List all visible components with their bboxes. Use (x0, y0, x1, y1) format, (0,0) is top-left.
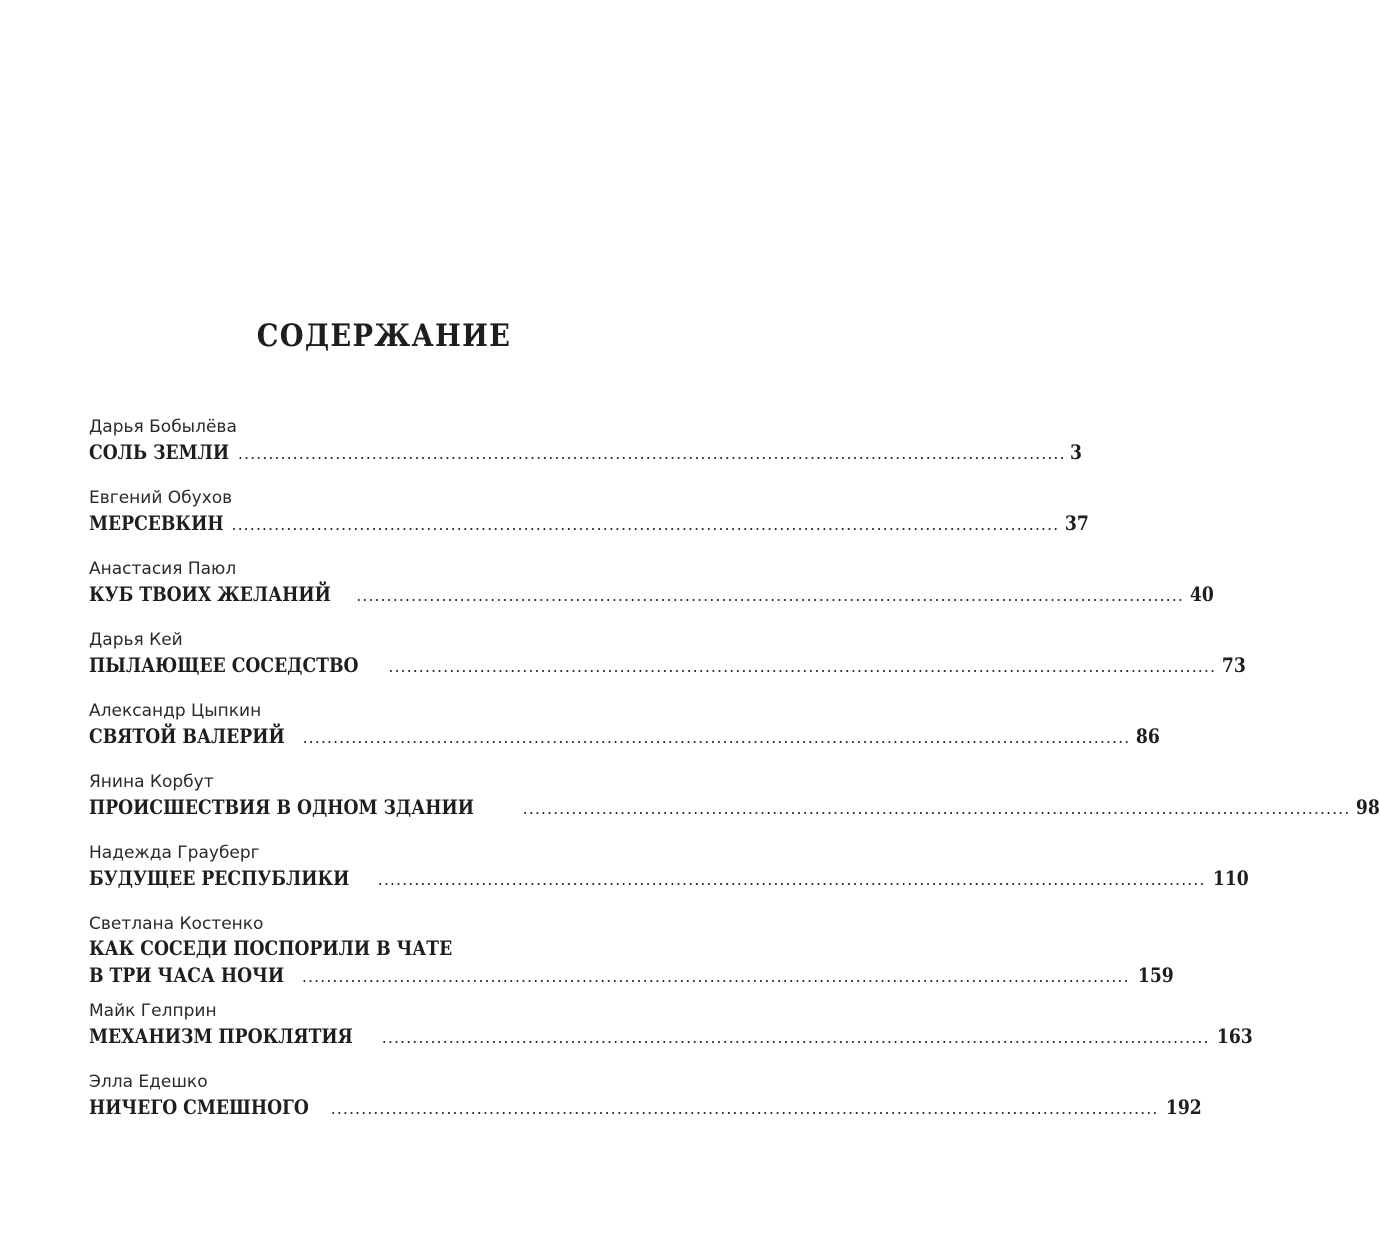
toc-author: Элла Едешко (89, 1072, 208, 1092)
toc-page-number: 159 (1137, 963, 1174, 987)
toc-page-number: 3 (1069, 440, 1082, 464)
toc-leader-dots: ........................................................................................................................................ (231, 515, 1060, 534)
toc-line (89, 864, 1250, 892)
toc-leader-dots: ........................................................................................................................................ (381, 1028, 1210, 1047)
toc-page-number: 86 (1136, 724, 1161, 748)
toc-author: Светлана Костенко (89, 914, 264, 934)
toc-line (89, 438, 1082, 466)
toc-title: НИЧЕГО СМЕШНОГО (89, 1095, 309, 1119)
toc-author: Дарья Бобылёва (89, 417, 237, 437)
toc-entry (89, 1071, 1203, 1142)
table-of-contents (89, 416, 1380, 1142)
toc-page-number: 73 (1221, 653, 1246, 677)
toc-line (89, 1022, 1254, 1050)
toc-entry (89, 700, 1161, 771)
toc-title: СВЯТОЙ ВАЛЕРИЙ (89, 724, 285, 748)
toc-line (89, 580, 1214, 608)
toc-leader-dots: ........................................................................................................................................ (302, 728, 1131, 747)
toc-entry (89, 913, 1174, 1000)
toc-page-number: 192 (1166, 1095, 1203, 1119)
toc-title: КУБ ТВОИХ ЖЕЛАНИЙ (89, 582, 331, 606)
toc-line (89, 793, 1380, 821)
toc-line (89, 935, 650, 961)
toc-entry (89, 629, 1246, 700)
toc-title: МЕРСЕВКИН (89, 511, 224, 535)
toc-leader-dots: ........................................................................................................................................ (301, 967, 1130, 986)
toc-page-number: 163 (1217, 1024, 1254, 1048)
toc-leader-dots: ........................................................................................................................................ (377, 870, 1206, 889)
toc-page-number: 37 (1065, 511, 1090, 535)
toc-entry (89, 416, 1082, 487)
toc-line (89, 1093, 1203, 1121)
toc-author: Александр Цыпкин (89, 701, 262, 721)
toc-title: В ТРИ ЧАСА НОЧИ (89, 963, 285, 987)
toc-leader-dots: ........................................................................................................................................ (330, 1099, 1159, 1118)
page-title: СОДЕРЖАНИЕ (256, 318, 512, 354)
toc-author: Надежда Грауберг (89, 843, 260, 863)
toc-page-number: 40 (1189, 582, 1214, 606)
toc-entry (89, 558, 1214, 629)
toc-author: Дарья Кей (89, 630, 183, 650)
toc-title: МЕХАНИЗМ ПРОКЛЯТИЯ (89, 1024, 353, 1048)
toc-author: Майк Гелприн (89, 1001, 217, 1021)
toc-title: ПРОИСШЕСТВИЯ В ОДНОМ ЗДАНИИ (89, 795, 474, 819)
toc-entry (89, 842, 1250, 913)
toc-author: Евгений Обухов (89, 488, 233, 508)
toc-line (89, 961, 1174, 989)
toc-title-line1: КАК СОСЕДИ ПОСПОРИЛИ В ЧАТЕ (89, 936, 453, 960)
toc-entry (89, 1000, 1254, 1071)
toc-title: БУДУЩЕЕ РЕСПУБЛИКИ (89, 866, 350, 890)
toc-title: СОЛЬ ЗЕМЛИ (89, 440, 230, 464)
toc-leader-dots: ........................................................................................................................................ (388, 657, 1217, 676)
toc-line (89, 509, 1090, 537)
toc-leader-dots: ........................................................................................................................................ (356, 586, 1184, 605)
toc-leader-dots: ........................................................................................................................................ (237, 444, 1066, 463)
toc-entry (89, 487, 1090, 558)
toc-page-number: 110 (1213, 866, 1250, 890)
toc-line (89, 651, 1246, 679)
toc-leader-dots: ........................................................................................................................................ (522, 799, 1351, 818)
toc-author: Анастасия Паюл (89, 559, 237, 579)
toc-author: Янина Корбут (89, 772, 214, 792)
toc-title: ПЫЛАЮЩЕЕ СОСЕДСТВО (89, 653, 359, 677)
toc-page-number: 98 (1356, 795, 1380, 819)
toc-entry (89, 771, 1380, 842)
toc-line (89, 722, 1161, 750)
